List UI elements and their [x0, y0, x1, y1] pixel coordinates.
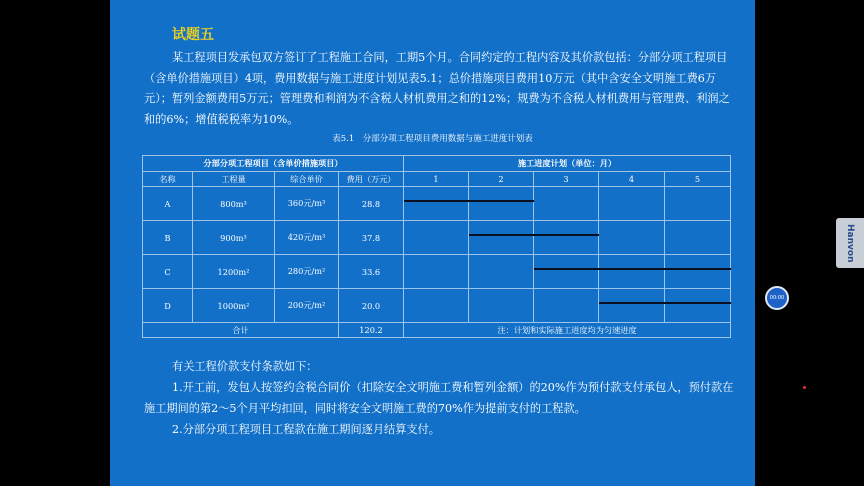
item-unit-price: 420元/m³: [275, 221, 339, 255]
item-cost: 33.6: [339, 255, 404, 289]
item-cost: 28.8: [339, 187, 404, 221]
table-caption: 表5.1 分部分项工程项目费用数据与施工进度计划表: [332, 134, 533, 144]
table-row: [143, 289, 731, 323]
month-cell: [469, 289, 534, 323]
table-row: [143, 187, 731, 221]
month-cell: [469, 255, 534, 289]
item-name: C: [143, 255, 193, 289]
month-cell: [599, 255, 665, 289]
month-cell: [665, 289, 731, 323]
group-header-items: 分部分项工程项目（含单价措施项目）: [143, 156, 404, 172]
month-cell: [404, 255, 469, 289]
schedule-note: 注：计划和实际施工进度均为匀速进度: [404, 323, 731, 338]
intro-paragraph: 某工程项目发承包双方签订了工程施工合同，工期5个月。合同约定的工程内容及其价款包括：分部分项工程项目（含单价措施项目）4项，费用数据与施工进度计划见表5.1；总价措施项目费用10万元（其中含安全文明施工费6万元）；暂列金额费用5万元；管理费和利润为不含税人材机费用之和的12%；规费为不含税人材机费用与管理费、利润之和的6%；增值税税率为10%。: [144, 51, 730, 126]
item-unit-price: 360元/m³: [275, 187, 339, 221]
col-cost: 费用（万元）: [339, 172, 404, 187]
month-header: 2: [469, 172, 534, 187]
item-name: A: [143, 187, 193, 221]
slide: [110, 0, 755, 486]
item-name: B: [143, 221, 193, 255]
col-quantity: 工程量: [193, 172, 275, 187]
terms-item-2: 2.分部分项工程项目工程款在施工期间逐月结算支付。: [172, 423, 440, 436]
side-tab-label: Hanvon: [845, 224, 855, 263]
col-unit-price: 综合单价: [275, 172, 339, 187]
table-row: [143, 221, 731, 255]
month-cell: [599, 221, 665, 255]
group-header-schedule: 施工进度计划（单位：月）: [404, 156, 731, 172]
record-timer-button[interactable]: 00:00: [765, 286, 789, 310]
month-cell: [534, 187, 599, 221]
month-header: 4: [599, 172, 665, 187]
month-cell: [599, 187, 665, 221]
item-unit-price: 200元/m²: [275, 289, 339, 323]
hanvon-side-tab[interactable]: [836, 218, 864, 268]
item-name: D: [143, 289, 193, 323]
month-cell: [469, 221, 534, 255]
month-cell: [469, 187, 534, 221]
month-cell: [665, 221, 731, 255]
payment-terms: [144, 356, 734, 440]
month-cell: [534, 289, 599, 323]
total-value: 120.2: [339, 323, 404, 338]
terms-heading: 有关工程价款支付条款如下：: [172, 360, 318, 373]
question-title: 试题五: [172, 27, 214, 43]
item-cost: 37.8: [339, 221, 404, 255]
pointer-dot: [803, 386, 806, 389]
terms-item-1: 1.开工前，发包人按签约含税合同价（扣除安全文明施工费和暂列金额）的20%作为预付款支付承包人，预付款在施工期间的第2～5个月平均扣回，同时将安全文明施工费的70%作为提前支付的工程款。: [144, 381, 734, 415]
item-cost: 20.0: [339, 289, 404, 323]
item-quantity: 800m³: [193, 187, 275, 221]
total-label: 合计: [143, 323, 339, 338]
month-cell: [534, 221, 599, 255]
month-cell: [404, 221, 469, 255]
table-row: [143, 255, 731, 289]
item-quantity: 1000m²: [193, 289, 275, 323]
item-quantity: 900m³: [193, 221, 275, 255]
month-cell: [665, 187, 731, 221]
col-name: 名称: [143, 172, 193, 187]
item-unit-price: 280元/m²: [275, 255, 339, 289]
month-header: 1: [404, 172, 469, 187]
month-cell: [599, 289, 665, 323]
month-header: 3: [534, 172, 599, 187]
month-cell: [404, 187, 469, 221]
month-cell: [404, 289, 469, 323]
month-header: 5: [665, 172, 731, 187]
month-cell: [665, 255, 731, 289]
month-cell: [534, 255, 599, 289]
item-quantity: 1200m²: [193, 255, 275, 289]
fee-schedule-table: [142, 155, 731, 338]
